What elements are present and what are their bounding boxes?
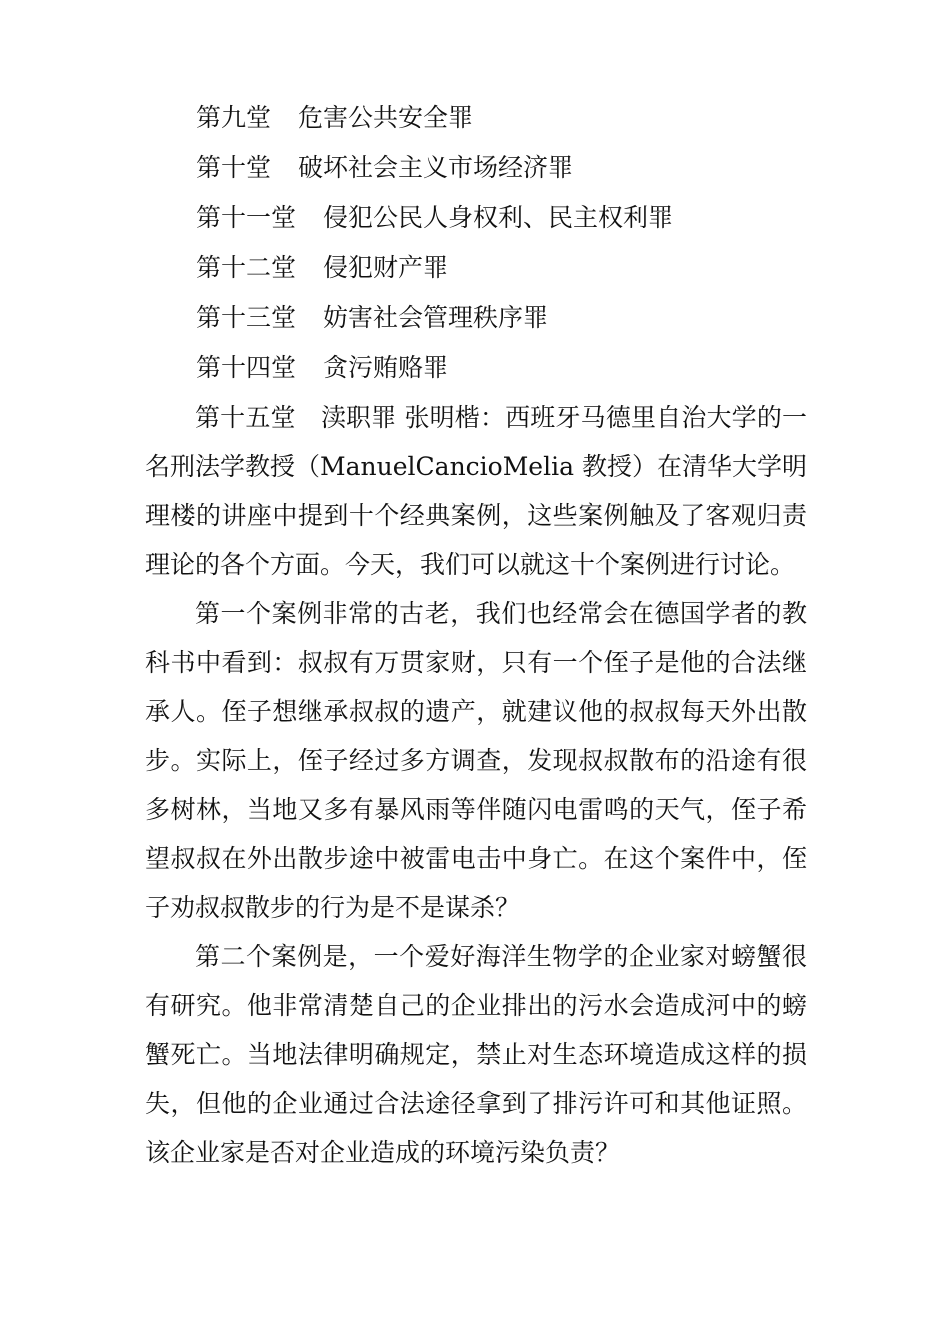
chapter-number: 第十三堂 [196, 303, 297, 332]
chapter-number: 第十堂 [196, 153, 272, 182]
chapter-title: 贪污贿赂罪 [323, 353, 449, 382]
chapter-title: 危害公共安全罪 [298, 103, 474, 132]
chapter-item [196, 243, 856, 293]
chapter-item [196, 193, 856, 243]
chapter-number: 第九堂 [196, 103, 272, 132]
paragraph-case-two: 第二个案例是，一个爱好海洋生物学的企业家对螃蟹很有研究。他非常清楚自己的企业排出的污水会造成河中的螃蟹死亡。当地法律明确规定，禁止对生态环境造成这样的损失，但他的企业通过合法途径拿到了排污许可和其他证照。该企业家是否对企业造成的环境污染负责？ [145, 942, 807, 1167]
chapter-item [196, 343, 856, 393]
chapter-number: 第十二堂 [196, 253, 297, 282]
body-text [145, 393, 807, 1177]
chapter-item [196, 293, 856, 343]
chapter-list [196, 93, 856, 393]
paragraph-case-one: 第一个案例非常的古老，我们也经常会在德国学者的教科书中看到：叔叔有万贯家财，只有一个侄子是他的合法继承人。侄子想继承叔叔的遗产，就建议他的叔叔每天外出散步。实际上，侄子经过多方调查，发现叔叔散布的沿途有很多树林，当地又多有暴风雨等伴随闪电雷鸣的天气，侄子希望叔叔在外出散步途中被雷电击中身亡。在这个案件中，侄子劝叔叔散步的行为是不是谋杀？ [145, 599, 807, 922]
chapter-item [196, 93, 856, 143]
chapter-title: 侵犯财产罪 [323, 253, 449, 282]
chapter-item [196, 143, 856, 193]
chapter-title: 破坏社会主义市场经济罪 [298, 153, 574, 182]
chapter-title: 妨害社会管理秩序罪 [323, 303, 549, 332]
chapter-number: 第十四堂 [196, 353, 297, 382]
chapter-title: 侵犯公民人身权利、民主权利罪 [323, 203, 674, 232]
paragraph-intro: 第十五堂 渎职罪 张明楷：西班牙马德里自治大学的一名刑法学教授（ManuelCancioMelia 教授）在清华大学明理楼的讲座中提到十个经典案例，这些案例触及了客观归责理论的各个方面。今天，我们可以就这十个案例进行讨论。 [145, 403, 807, 579]
chapter-number: 第十一堂 [196, 203, 297, 232]
